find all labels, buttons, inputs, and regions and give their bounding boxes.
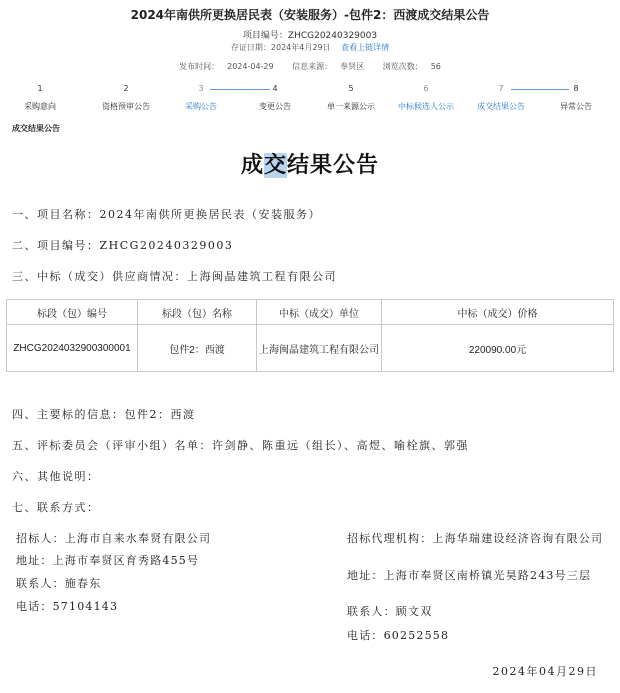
step-label: 采购公告 [185, 102, 217, 111]
project-number-value: ZHCG20240329003 [287, 31, 378, 41]
project-number [0, 28, 620, 41]
heading-part: 成 [240, 153, 264, 178]
step-label: 中标候选人公示 [398, 102, 454, 111]
step-number: 6 [423, 84, 429, 93]
step-number: 4 [272, 84, 278, 93]
agent-phone: 电话：60252558 [347, 629, 450, 642]
procurement-stepper [0, 84, 620, 120]
column-header: 标段（包）编号 [7, 300, 138, 325]
tenderer-name: 招标人：上海市自来水奉贤有限公司 [16, 532, 212, 545]
step-4[interactable] [235, 84, 315, 112]
step-label: 变更公告 [259, 102, 291, 111]
step-label: 单一来源公示 [327, 102, 375, 111]
step-label: 异常公告 [560, 102, 592, 111]
step-2[interactable] [86, 84, 166, 112]
step-label: 采购意向 [24, 102, 56, 111]
table-row [7, 325, 614, 372]
step-number: 8 [573, 84, 579, 93]
step-label: 成交结果公告 [477, 102, 525, 111]
award-table [6, 299, 614, 372]
section-label: 成交结果公告 [12, 124, 60, 133]
other-notes-line: 六、其他说明： [12, 470, 100, 483]
step-1[interactable] [0, 84, 80, 112]
heading-part: 结果公告 [287, 153, 380, 178]
agent-contact-person: 联系人：顾文双 [347, 605, 433, 618]
project-name-line: 一、项目名称：2024年南供所更换居民表（安装服务） [12, 208, 321, 221]
step-number: 2 [123, 84, 129, 93]
column-header: 标段（包）名称 [138, 300, 257, 325]
step-6[interactable] [386, 84, 466, 112]
publish-stats-row [0, 61, 620, 72]
archive-date-label: 存证日期： [230, 43, 271, 52]
step-label: 资格预审公告 [102, 102, 150, 111]
tenderer-address: 地址：上海市奉贤区育秀路455号 [16, 554, 200, 567]
committee-line: 五、评标委员会（评审小组）名单：许剑静、陈重远（组长）、高煜、喻栓旗、郭强 [12, 439, 469, 452]
step-number: 7 [498, 84, 504, 93]
agent-address: 地址：上海市奉贤区南桥镇光昊路243号三层 [347, 569, 592, 582]
view-chain-link[interactable]: 查看上链详情 [341, 43, 390, 52]
tenderer-contact-person: 联系人：施春东 [16, 577, 102, 590]
source-label: 信息来源： [292, 62, 333, 71]
source-value: 奉贤区 [340, 62, 365, 71]
step-number: 1 [37, 84, 43, 93]
publish-time: 2024-04-29 [227, 62, 274, 71]
step-5[interactable] [311, 84, 391, 112]
tenderer-phone: 电话：57104143 [16, 600, 119, 613]
column-header: 中标（成交）价格 [382, 300, 614, 325]
agent-name: 招标代理机构：上海华瑞建设经济咨询有限公司 [347, 532, 604, 545]
step-number: 3 [198, 84, 204, 93]
main-item-line: 四、主要标的信息：包件2：西渡 [12, 408, 196, 421]
column-header: 中标（成交）单位 [257, 300, 382, 325]
step-number: 5 [348, 84, 354, 93]
archive-date: 2024年4月29日 [270, 43, 331, 52]
views-count: 56 [430, 62, 441, 71]
table-cell: 上海闽晶建筑工程有限公司 [257, 325, 382, 372]
notice-date: 2024年04月29日 [492, 665, 598, 678]
step-7[interactable] [461, 84, 541, 112]
table-cell: 220090.00元 [382, 325, 614, 372]
archive-row [0, 42, 620, 53]
views-label: 浏览次数： [382, 62, 423, 71]
project-number-line: 二、项目编号：ZHCG20240329003 [12, 239, 234, 252]
step-8[interactable] [536, 84, 616, 112]
notice-page-title: 2024年南供所更换居民表（安装服务）-包件2：西渡成交结果公告 [130, 8, 490, 22]
notice-heading [0, 148, 620, 179]
contact-heading-line: 七、联系方式： [12, 501, 100, 514]
publish-time-label: 发布时间： [179, 62, 220, 71]
table-cell: 包件2：西渡 [138, 325, 257, 372]
heading-part-highlighted: 交 [263, 153, 287, 178]
project-number-label: 项目编号： [242, 31, 288, 41]
table-cell: ZHCG2024032900300001 [7, 325, 138, 372]
step-3[interactable] [161, 84, 241, 112]
table-header-row [7, 300, 614, 325]
supplier-line: 三、中标（成交）供应商情况：上海闽晶建筑工程有限公司 [12, 270, 337, 283]
